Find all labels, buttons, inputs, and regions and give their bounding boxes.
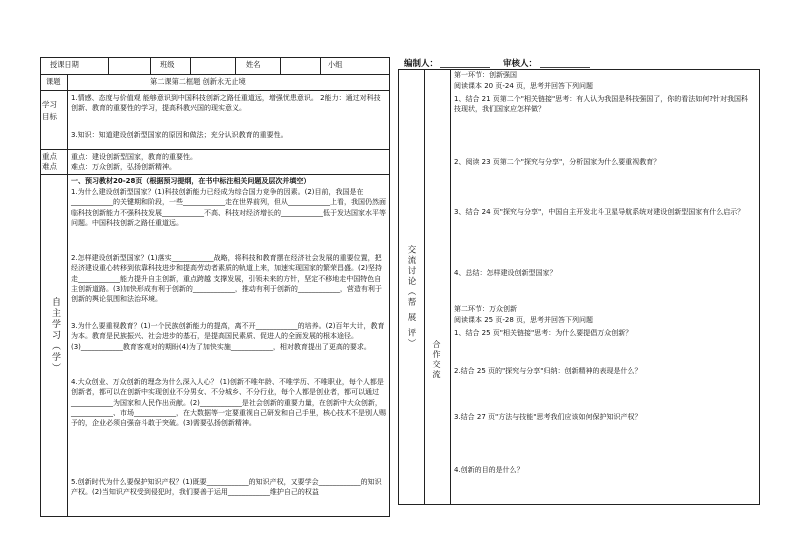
difficult-point: 难点：万众创新，弘扬创新精神。 bbox=[71, 163, 176, 171]
self-study-label: 自主学习（学） bbox=[50, 297, 60, 374]
goal-2: 3.知识：知道建设创新型国家的原因和做法；充分认识教育的重要性。 bbox=[71, 131, 288, 139]
self-item-4: 4.大众创业、万众创新的理念为什么深入人心？ (1)创新不唯年龄、不唯学历、不唯职业，每个人都是创新者，都可以在创新中实现创业不分男女、不分城乡、不分行业，每个人都是创业者，都可以通过____________为国家和人民作出贡献。(2)____________是社会创新的重要力量，在创新中大众创新，____________、市场____________，在大数据等一定要重视自己研发和自己手里，核心技术不是别人赐予的，企业必须自强奋斗敢于突破。(3)需要弘扬创新精神。 bbox=[71, 378, 386, 428]
topic-title: 第二课第二框题 创新永无止境 bbox=[150, 77, 246, 86]
s1-question-4: 4、总结：怎样建设创新型国家？ bbox=[454, 269, 557, 277]
self-item-3: 3.为什么要重视教育？(1)一个民族创新能力的提高，离不开____________的培养。(2)百年大计，教育为本。教育是民族振兴、社会进步的基石，是提高国民素质、促进人的全面发展的根本途径。(3)____________教育客观对的期盼(4)为了加快实施____________，相对教育提出了更高的要求。 bbox=[71, 322, 385, 351]
section-1-intro: 阅读课本 20 页-24 页，思考并回答下列问题 bbox=[454, 82, 594, 90]
self-item-2: 2.怎样建设创新型国家？(1)落实____________战略，将科技和教育摆在经济社会发展的重要位置，把经济建设重心转移到依靠科技进步和提高劳动者素质的轨道上来，加速实现国家的繁荣昌盛。(2)坚持走____________能力提升自主创新，重点跨越 支撑发展，引领未来的方针，坚定不移地走中国特色自主创新道路。(3)加快形成有利于创新的____________，推动有利于创新的____________，营造有利于创新的舆论氛围和法治环境。 bbox=[71, 254, 382, 304]
topic-label: 课题 bbox=[46, 77, 61, 86]
s1-question-2: 2、阅读 23 页第二个"探究与分享"，分析国家为什么要重视教育？ bbox=[454, 158, 661, 166]
date-label: 授课日期 bbox=[50, 60, 79, 69]
group-label: 小组 bbox=[328, 60, 343, 69]
s1-question-1: 1、结合 21 页第二个"相关链接"思考：有人认为我国是科技强国了，你的看法如何?针对我国科技现状，我们国家应怎样做？ bbox=[454, 95, 748, 114]
discussion-panel bbox=[398, 55, 760, 505]
discussion-label: 交流讨论（帮 展 评） bbox=[406, 245, 416, 349]
self-item-5: 5.创新时代为什么要保护知识产权？(1)既要____________的知识产权，又要学会____________的知识产权。(2)当知识产权受到侵犯时，我们要善于运用____________维护自己的权益 bbox=[71, 478, 382, 497]
s2-question-4: 4.创新的目的是什么？ bbox=[454, 466, 524, 474]
self-item-1: 1.为什么建设创新型国家？(1)科技创新能力已经成为综合国力竞争的因素。(2)目前，我国是在____________的关键期和阶段，一些____________走在世界前列，但从____________上看，我国仍然面临科技创新能力不强科技发展____________不高、科技对经济增长的____________低于发达国家水平等问题。中国科技创新之路任重道远。 bbox=[71, 188, 386, 227]
section-1-title: 第一环节：创新强国 bbox=[454, 71, 517, 79]
s2-question-2: 2.结合 25 页的"探究与分享"归纳：创新精神的表现是什么？ bbox=[454, 367, 642, 375]
goal-1: 1.情感、态度与价值观 能够意识到中国科技创新之路任重道远，增强忧患意识。 2能力：通过对科技创新、教育的重要性的学习，提高科教兴国的现实意义。 bbox=[71, 94, 381, 113]
lesson-plan-table bbox=[40, 57, 390, 517]
section-2-title: 第二环节：万众创新 bbox=[454, 305, 517, 313]
s2-question-1: 1、结合 25 页"相关链接"思考：为什么要提倡万众创新？ bbox=[454, 329, 633, 337]
section-2-intro: 阅读课本 25 页-28 页，思考并回答下列问题 bbox=[454, 316, 594, 324]
goals-label: 学习目标 bbox=[42, 100, 57, 121]
editor-label: 编制人： bbox=[404, 59, 439, 69]
panel-border bbox=[398, 69, 760, 505]
cooperation-label: 合作交流 bbox=[432, 340, 441, 380]
key-point: 重点：建设创新型国家，教育的重要性。 bbox=[71, 153, 197, 161]
s1-question-3: 3、结合 24 页"探究与分享"，中国自主开发北斗卫星导航系统对建设创新型国家有什么启示？ bbox=[454, 208, 745, 216]
self-study-header: 一、预习教材20-28页（根据预习提纲，在书中标注相关问题及层次并填空） bbox=[71, 177, 311, 185]
s2-question-3: 3.结合 27 页"方法与技能"思考我们应该如何保护知识产权？ bbox=[454, 413, 642, 421]
reviewer-label: 审核人： bbox=[503, 59, 538, 69]
class-label: 班级 bbox=[160, 60, 175, 69]
key-label: 重点难点 bbox=[42, 152, 57, 171]
name-label: 姓名 bbox=[246, 60, 261, 69]
